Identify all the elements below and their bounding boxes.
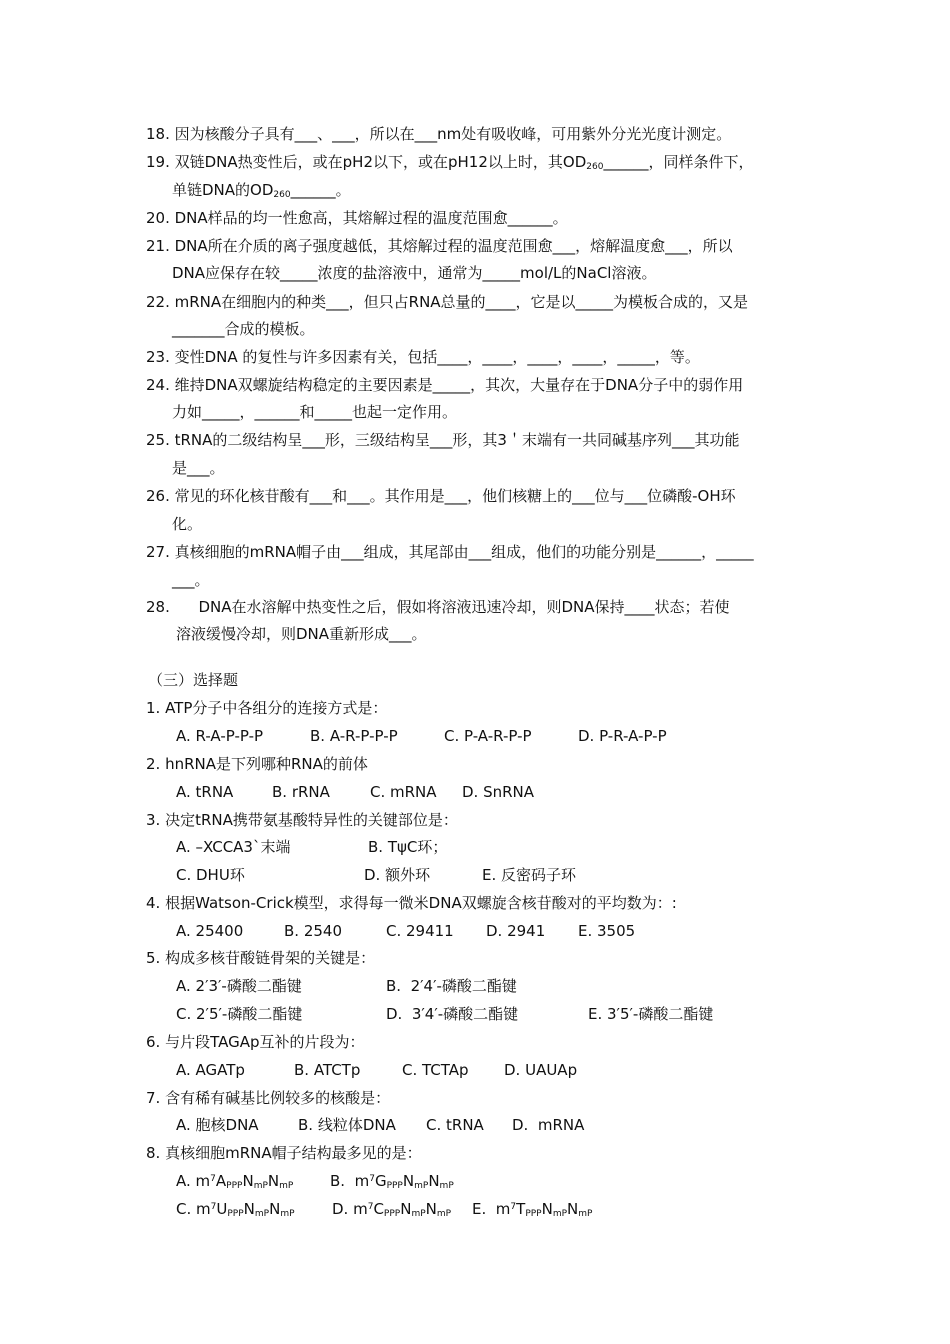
question-26-cont: 化。 <box>172 515 203 533</box>
mc-question-8: 8. 真核细胞mRNA帽子结构最多见的是： <box>146 1144 422 1162</box>
option: A. tRNA <box>176 783 234 801</box>
option: B. 2′4′-磷酸二酯键 <box>386 977 517 995</box>
question-22-cont: _______合成的模板。 <box>172 320 315 338</box>
option: A. 2′3′-磷酸二酯键 <box>176 977 302 995</box>
mc-question-1: 1. ATP分子中各组分的连接方式是： <box>146 699 388 717</box>
option: C. TCTAp <box>402 1061 469 1079</box>
option: B. rRNA <box>272 783 330 801</box>
question-25: 25. tRNA的二级结构呈___形，三级结构呈___形，其3＇末端有一共同碱基序列___其功能 <box>146 431 740 449</box>
mc-question-2: 2. hnRNA是下列哪种RNA的前体 <box>146 755 368 773</box>
question-28-cont: 溶液缓慢冷却，则DNA重新形成___。 <box>176 625 427 643</box>
option: A. 25400 <box>176 922 244 940</box>
option: A. –XCCA3`末端 <box>176 838 291 856</box>
option: D. 额外环 <box>364 866 431 884</box>
section-title: （三）选择题 <box>148 671 239 689</box>
option: B. 2540 <box>284 922 343 940</box>
question-28: 28. DNA在水溶解中热变性之后，假如将溶液迅速冷却，则DNA保持____状态；若使 <box>146 598 730 616</box>
option: B. $m^7G_{PPP}N_{mP}N_{mP}$ <box>330 1172 454 1191</box>
option: E. 3505 <box>578 922 636 940</box>
option: D. 2941 <box>486 922 546 940</box>
question-20: 20. DNA样品的均一性愈高，其熔解过程的温度范围愈______。 <box>146 209 568 227</box>
option: A. AGATp <box>176 1061 245 1079</box>
option: E. $m^7T_{PPP}N_{mP}N_{mP}$ <box>472 1200 593 1219</box>
question-27-cont: ___。 <box>172 571 210 589</box>
option: D. mRNA <box>512 1116 585 1134</box>
question-19: 19. 双链DNA热变性后，或在pH2以下，或在pH12以上时，其$OD_{260}\_\_\_\_\_\_$，同样条件下， <box>146 153 754 172</box>
question-23: 23. 变性DNA 的复性与许多因素有关，包括____，____，____，____，_____，等。 <box>146 348 700 366</box>
option: A. $m^7A_{PPP}N_{mP}N_{mP}$ <box>176 1172 294 1191</box>
mc-question-4: 4. 根据Watson-Crick模型，求得每一微米DNA双螺旋含核苷酸对的平均数为：: <box>146 894 677 912</box>
option: D. 3′4′-磷酸二酯键 <box>386 1005 519 1023</box>
option: C. 29411 <box>386 922 454 940</box>
option: A. 胞核DNA <box>176 1116 259 1134</box>
option: C. 2′5′-磷酸二酯键 <box>176 1005 303 1023</box>
question-22: 22. mRNA在细胞内的种类___，但只占RNA总量的____，它是以_____为模板合成的，又是 <box>146 293 749 311</box>
mc-question-5: 5. 构成多核苷酸链骨架的关键是： <box>146 949 376 967</box>
option: D. P-R-A-P-P <box>578 727 667 745</box>
option: D. SnRNA <box>462 783 535 801</box>
question-27: 27. 真核细胞的mRNA帽子由___组成，其尾部由___组成，他们的功能分别是______，_____ <box>146 543 754 561</box>
question-21-cont: DNA应保存在较_____浓度的盐溶液中，通常为_____mol/L的NaCl溶液。 <box>172 264 657 282</box>
option: C. P-A-R-P-P <box>444 727 532 745</box>
question-24-cont: 力如_____，______和_____也起一定作用。 <box>172 403 458 421</box>
mc-question-3: 3. 决定tRNA携带氨基酸特异性的关键部位是： <box>146 811 458 829</box>
option: B. 线粒体DNA <box>298 1116 396 1134</box>
option: E. 3′5′-磷酸二酯键 <box>588 1005 714 1023</box>
option: C. $m^7U_{PPP}N_{mP}N_{mP}$ <box>176 1200 295 1219</box>
option: C. DHU环 <box>176 866 245 884</box>
option: E. 反密码子环 <box>482 866 577 884</box>
option: B. ATCTp <box>294 1061 361 1079</box>
question-18: 18. 因为核酸分子具有___、___，所以在___nm处有吸收峰，可用紫外分光光度计测定。 <box>146 125 732 143</box>
question-26: 26. 常见的环化核苷酸有___和___。其作用是___，他们核糖上的___位与___位磷酸-OH环 <box>146 487 736 505</box>
mc-question-6: 6. 与片段TAGAp互补的片段为： <box>146 1033 365 1051</box>
option: C. mRNA <box>370 783 437 801</box>
option: B. A-R-P-P-P <box>310 727 398 745</box>
question-25-cont: 是___。 <box>172 459 225 477</box>
question-24: 24. 维持DNA双螺旋结构稳定的主要因素是_____，其次，大量存在于DNA分子中的弱作用 <box>146 376 744 394</box>
question-19-cont: 单链DNA的$OD_{260}\_\_\_\_\_\_$。 <box>172 181 351 200</box>
option: D. $m^7C_{PPP}N_{mP}N_{mP}$ <box>332 1200 452 1219</box>
option: A. R-A-P-P-P <box>176 727 264 745</box>
question-21: 21. DNA所在介质的离子强度越低，其熔解过程的温度范围愈___，熔解温度愈___，所以 <box>146 237 733 255</box>
mc-question-7: 7. 含有稀有碱基比例较多的核酸是： <box>146 1089 391 1107</box>
option: B. TψC环； <box>368 838 448 856</box>
option: D. UAUAp <box>504 1061 578 1079</box>
option: C. tRNA <box>426 1116 484 1134</box>
